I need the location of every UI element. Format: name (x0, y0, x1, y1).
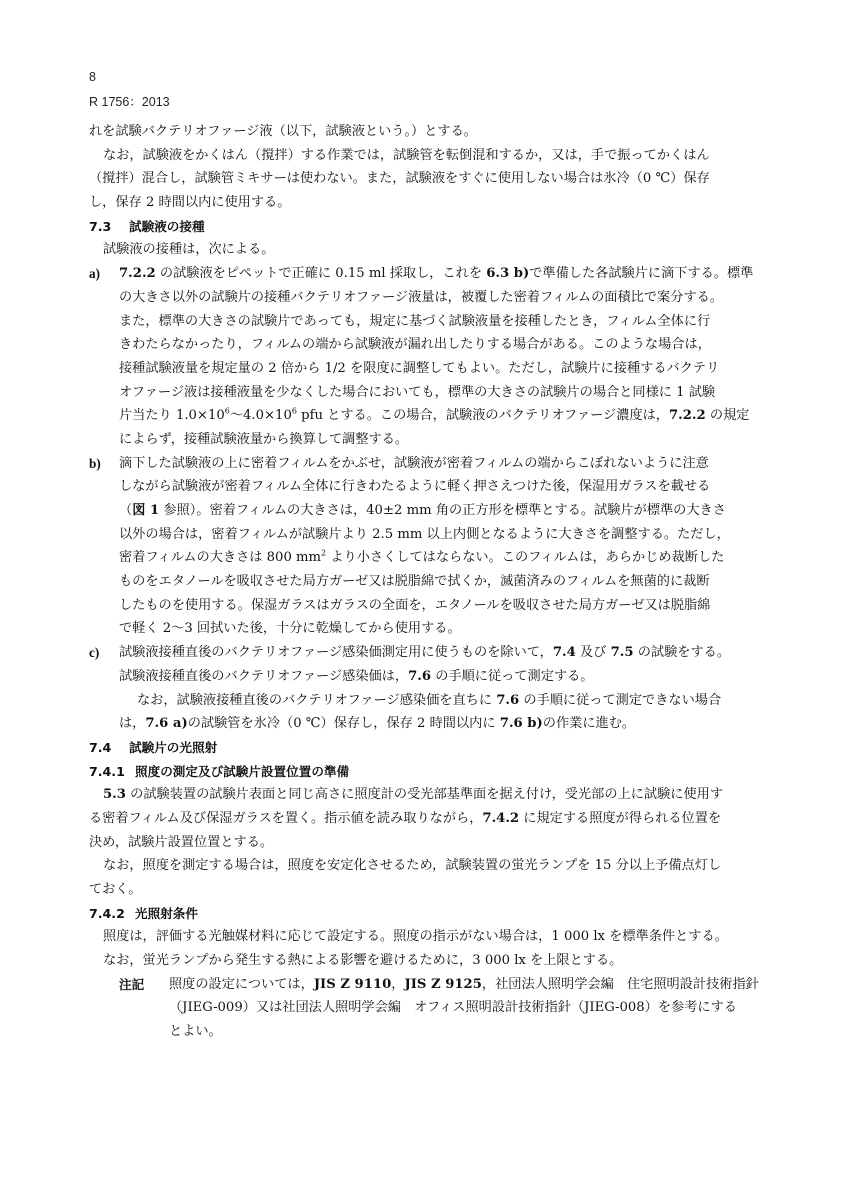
paragraph-line: オファージ液は接種液量を少なくした場合においても，標準の大きさの試験片の場合と同様に 1 試験 (119, 384, 716, 400)
text-run: の試験をする。 (633, 645, 731, 661)
note-label: 注記 (119, 976, 145, 992)
section-title: 照度の測定及び試験片設置位置の準備 (135, 763, 350, 779)
section-heading-7-4-1 (89, 760, 761, 784)
paragraph-line: 照度は，評価する光触媒材料に応じて設定する。照度の指示がない場合は，1 000 lx を標準条件とする。 (103, 929, 728, 945)
list-item-c (89, 641, 761, 665)
cross-reference: 7.2.2 (668, 408, 706, 424)
paragraph-line: れを試験バクテリオファージ液（以下，試験液という。）とする。 (89, 124, 477, 139)
paragraph-line: （JIEG-009）又は社団法人照明学会編 オフィス照明設計技術指針（JIEG-008）を参考にする (169, 1000, 737, 1016)
text-run: ～4.0×10 (229, 408, 292, 424)
paragraph-line: また，標準の大きさの試験片であっても，規定に基づく試験液量を接種したとき，フィルム全体に行 (119, 313, 711, 329)
paragraph-line: の大きさ以外の試験片の接種バクテリオファージ液量は，被覆した密着フィルムの面積比で案分する。 (119, 289, 723, 305)
section-title: 試験液の接種 (129, 218, 205, 234)
text-run: 密着フィルムの大きさは 800 mm (119, 550, 322, 566)
paragraph-line (89, 807, 761, 831)
text-run: 試験液接種直後のバクテリオファージ感染価測定用に使うものを除いて， (119, 645, 553, 661)
paragraph-line (89, 712, 761, 736)
paragraph-line: ものをエタノールを吸収させた局方ガーゼ又は脱脂綿で拭くか，滅菌済みのフィルムを無菌的に裁断 (119, 574, 710, 590)
superscript: 6 (291, 406, 297, 416)
section-title: 光照射条件 (135, 905, 198, 921)
text-run: （ (119, 503, 133, 518)
paragraph-line: なお，蛍光ランプから発生する熱による影響を避けるために，3 000 lx を上限とする。 (103, 953, 623, 969)
text-run: 試験液接種直後のバクテリオファージ感染価は， (119, 668, 409, 684)
cross-reference: 7.4.2 (482, 810, 520, 826)
text-run: の試験装置の試験片表面と同じ高さに照度計の受光部基準面を据え付け，受光部の上に試験に使用す (125, 787, 724, 803)
paragraph-line: 以外の場合は，密着フィルムが試験片より 2.5 mm 以上内側となるように大きさを調整する。ただし， (119, 526, 730, 542)
text-run: の試験液をピペットで正確に 0.15 ml 採取し，これを (155, 266, 487, 282)
paragraph-line (89, 546, 761, 570)
item-marker: b) (89, 455, 101, 471)
paragraph-line: で軽く 2～3 回拭いた後，十分に乾燥してから使用する。 (119, 621, 461, 637)
item-marker: c) (89, 645, 100, 661)
paragraph-line (89, 689, 761, 713)
paragraph-line: ておく。 (89, 882, 142, 897)
page-number: 8 (89, 70, 96, 84)
paragraph-line: きわたらなかったり，フィルムの端から試験液が漏れ出したりする場合がある。このような場合は， (119, 337, 711, 353)
text-run: ，社団法人照明学会編 住宅照明設計技術指針 (481, 976, 759, 992)
text-run: る密着フィルム及び保湿ガラスを置く。指示値を読み取りながら， (89, 810, 483, 826)
text-run: ， (391, 976, 405, 992)
section-number: 7.4 (89, 739, 112, 755)
section-number: 7.4.1 (89, 763, 125, 779)
text-run: に規定する照度が得られる位置を (519, 810, 722, 826)
cross-reference: 7.4 (552, 645, 576, 661)
cross-reference: 7.6 a) (145, 716, 188, 732)
text-run: で準備した各試験片に滴下する。標準 (529, 266, 754, 282)
paragraph-line: とよい。 (169, 1024, 222, 1040)
text-run: は， (119, 716, 146, 732)
text-run: なお，試験液接種直後のバクテリオファージ感染価を直ちに (137, 692, 497, 708)
section-heading-7-3 (89, 215, 761, 239)
paragraph-line (89, 404, 761, 428)
text-run: pfu とする。この場合，試験液のバクテリオファージ濃度は， (296, 408, 669, 424)
paragraph-line: しながら試験液が密着フィルム全体に行きわたるように軽く押さえつけた後，保湿用ガラスを載せる (119, 479, 711, 495)
section-number: 7.3 (89, 218, 112, 234)
text-run: 参照）。密着フィルムの大きさは，40±2 mm 角の正方形を標準とする。試験片が標準の大きさ (159, 503, 726, 518)
paragraph-line: し，保存 2 時間以内に使用する。 (89, 195, 291, 211)
section-number: 7.4.2 (89, 905, 125, 921)
cross-reference: 7.5 (610, 645, 634, 661)
superscript: 2 (321, 548, 327, 558)
paragraph-line: 試験液の接種は，次による。 (103, 242, 275, 258)
text-run: より小さくしてはならない。このフィルムは，あらかじめ裁断した (326, 550, 725, 566)
paragraph-line: によらず，接種試験液量から換算して調整する。 (119, 431, 409, 447)
text-run: の手順に従って測定する。 (431, 668, 594, 684)
figure-reference: 図 1 (132, 503, 160, 518)
standard-designation: R 1756：2013 (89, 95, 170, 109)
section-heading-7-4-2 (89, 902, 761, 926)
cross-reference: 7.2.2 (119, 266, 156, 282)
section-title: 試験片の光照射 (129, 739, 218, 755)
standard-reference: JIS Z 9110 (313, 976, 392, 992)
paragraph-line: なお，試験液をかくはん（撹拌）する作業では，試験管を転倒混和するか，又は，手で振ってかくはん (103, 147, 710, 163)
text-run: の試験管を氷冷（0 ℃）保存し，保存 2 時間以内に (187, 716, 500, 732)
section-heading-7-4 (89, 736, 761, 760)
paragraph-line (89, 665, 761, 689)
paragraph-line: なお，照度を測定する場合は，照度を安定化させるため，試験装置の蛍光ランプを 15 分以上予備点灯し (103, 858, 722, 874)
text-run: の規定 (705, 408, 750, 424)
paragraph-line: したものを使用する。保湿ガラスはガラスの全面を，エタノールを吸収させた局方ガーゼ又は脱脂綿 (119, 597, 711, 613)
text-run: 照度の設定については， (169, 976, 314, 992)
cross-reference: 7.6 (408, 668, 432, 684)
paragraph-line: 決め，試験片設置位置とする。 (89, 834, 274, 850)
cross-reference: 7.6 (496, 692, 520, 708)
standard-reference: JIS Z 9125 (404, 976, 482, 992)
superscript: 6 (224, 406, 230, 416)
item-marker: a) (89, 266, 100, 282)
paragraph-line (89, 783, 761, 807)
cross-reference: 7.6 b) (499, 716, 543, 732)
cross-reference: 5.3 (103, 787, 126, 803)
paragraph-line: 接種試験液量を規定量の 2 倍から 1/2 を限度に調整してもよい。ただし，試験片に接種するバクテリ (119, 360, 720, 376)
paragraph-line: （撹拌）混合し，試験管ミキサーは使わない。また，試験液をすぐに使用しない場合は氷冷（0 ℃）保存 (89, 171, 710, 187)
text-run: の手順に従って測定できない場合 (519, 692, 722, 708)
paragraph-line (89, 499, 761, 523)
text-run: 及び (575, 645, 611, 661)
note-block (89, 973, 761, 997)
text-run: 滴下した試験液の上に密着フィルムをかぶせ，試験液が密着フィルムの端からこぼれないように注意 (119, 455, 709, 471)
document-body (89, 120, 761, 1044)
list-item-b (89, 452, 761, 476)
list-item-a (89, 262, 761, 286)
cross-reference: 6.3 b) (486, 266, 530, 282)
text-run: 片当たり 1.0×10 (119, 408, 225, 424)
text-run: の作業に進む。 (542, 716, 636, 732)
